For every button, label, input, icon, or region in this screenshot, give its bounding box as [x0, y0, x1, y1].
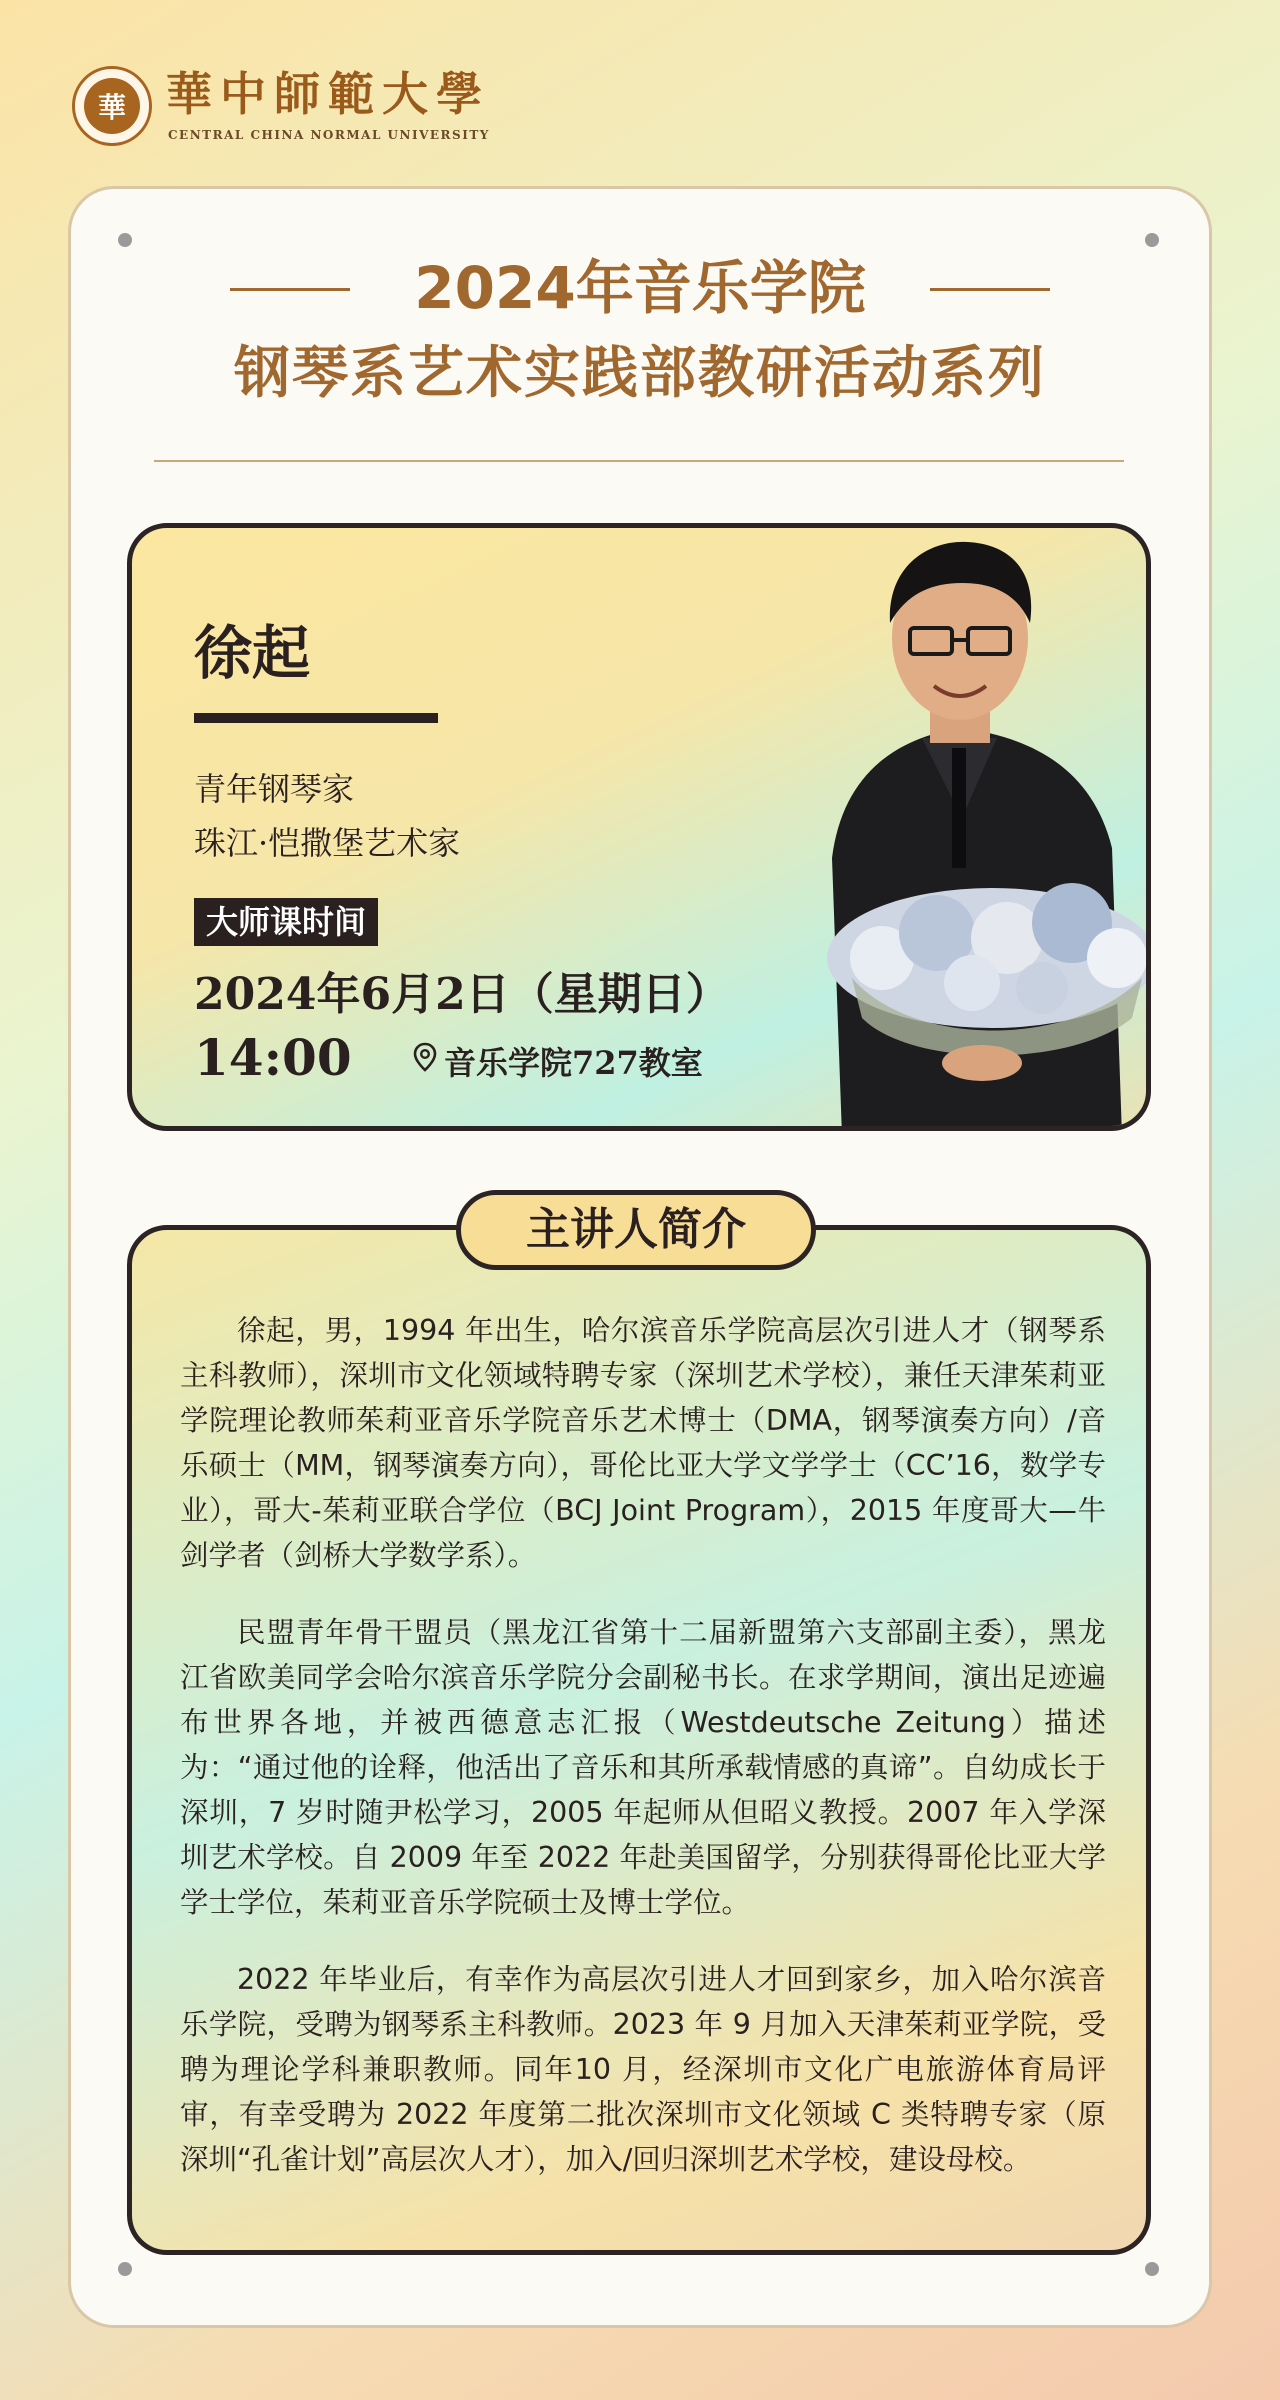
- speaker-name: 徐起: [194, 619, 311, 687]
- location-pin-icon: [412, 1042, 438, 1080]
- bio-paragraph: 徐起，男，1994 年出生，哈尔滨音乐学院高层次引进人才（钢琴系主科教师），深圳市文化领域特聘专家（深圳艺术学校），兼任天津茱莉亚学院理论教师茱莉亚音乐学院音乐艺术博士（DMA，钢琴演奏方向）/音乐硕士（MM，钢琴演奏方向），哥伦比亚大学文学学士（CC’16，数学专业），哥大-茱莉亚联合学位（BCJ Joint Program），2015 年度哥大—牛剑学者（剑桥大学数学系）。: [180, 1314, 1106, 1572]
- corner-dot: [1145, 233, 1159, 247]
- speaker-role-1: 青年钢琴家: [194, 770, 355, 808]
- event-title-line2: 钢琴系艺术实践部教研活动系列: [234, 341, 1046, 406]
- speaker-profile-card: [127, 523, 1151, 1131]
- corner-dot: [118, 233, 132, 247]
- university-name-cn: 華中師範大學: [166, 67, 490, 121]
- bio-heading: 主讲人简介: [456, 1190, 816, 1270]
- speaker-role-2: 珠江·恺撒堡艺术家: [194, 824, 461, 862]
- university-seal-icon: [72, 66, 152, 146]
- seal-center: 華: [84, 78, 140, 134]
- corner-dot: [118, 2262, 132, 2276]
- event-location: [412, 1038, 703, 1084]
- event-time: 14:00: [194, 1028, 352, 1087]
- bio-paragraph: 民盟青年骨干盟员（黑龙江省第十二届新盟第六支部副主委），黑龙江省欧美同学会哈尔滨音乐学院分会副秘书长。在求学期间，演出足迹遍布世界各地，并被西德意志汇报（Westdeutsche Zeitung）描述为：“通过他的诠释，他活出了音乐和其所承载情感的真谛”。自幼成长于深圳，7 岁时随尹松学习，2005 年起师从但昭义教授。2007 年入学深圳艺术学校。自 2009 年至 2022 年赴美国留学，分别获得哥伦比亚大学学士学位，茱莉亚音乐学院硕士及博士学位。: [180, 1616, 1106, 1919]
- title-divider: [154, 460, 1124, 462]
- bio-paragraph: 2022 年毕业后，有幸作为高层次引进人才回到家乡，加入哈尔滨音乐学院，受聘为钢琴系主科教师。2023 年 9 月加入天津茱莉亚学院，受聘为理论学科兼职教师。同年10 月，经深圳市文化广电旅游体育局评审，有幸受聘为 2022 年度第二批次深圳市文化领域 C 类特聘专家（原深圳“孔雀计划”高层次人才），加入/回归深圳艺术学校，建设母校。: [180, 1963, 1106, 2176]
- name-underline: [194, 713, 438, 723]
- university-name-en: CENTRAL CHINA NORMAL UNIVERSITY: [168, 128, 490, 142]
- bio-text: [180, 1308, 1106, 2214]
- event-date: 2024年6月2日（星期日）: [194, 969, 730, 1020]
- speaker-bio-card: [127, 1225, 1151, 2255]
- event-title-line1: 2024年音乐学院: [414, 254, 866, 322]
- masterclass-time-tag: 大师课时间: [194, 898, 378, 946]
- speaker-photo: [772, 528, 1151, 1131]
- corner-dot: [1145, 2262, 1159, 2276]
- location-text: 音乐学院727教室: [444, 1044, 703, 1082]
